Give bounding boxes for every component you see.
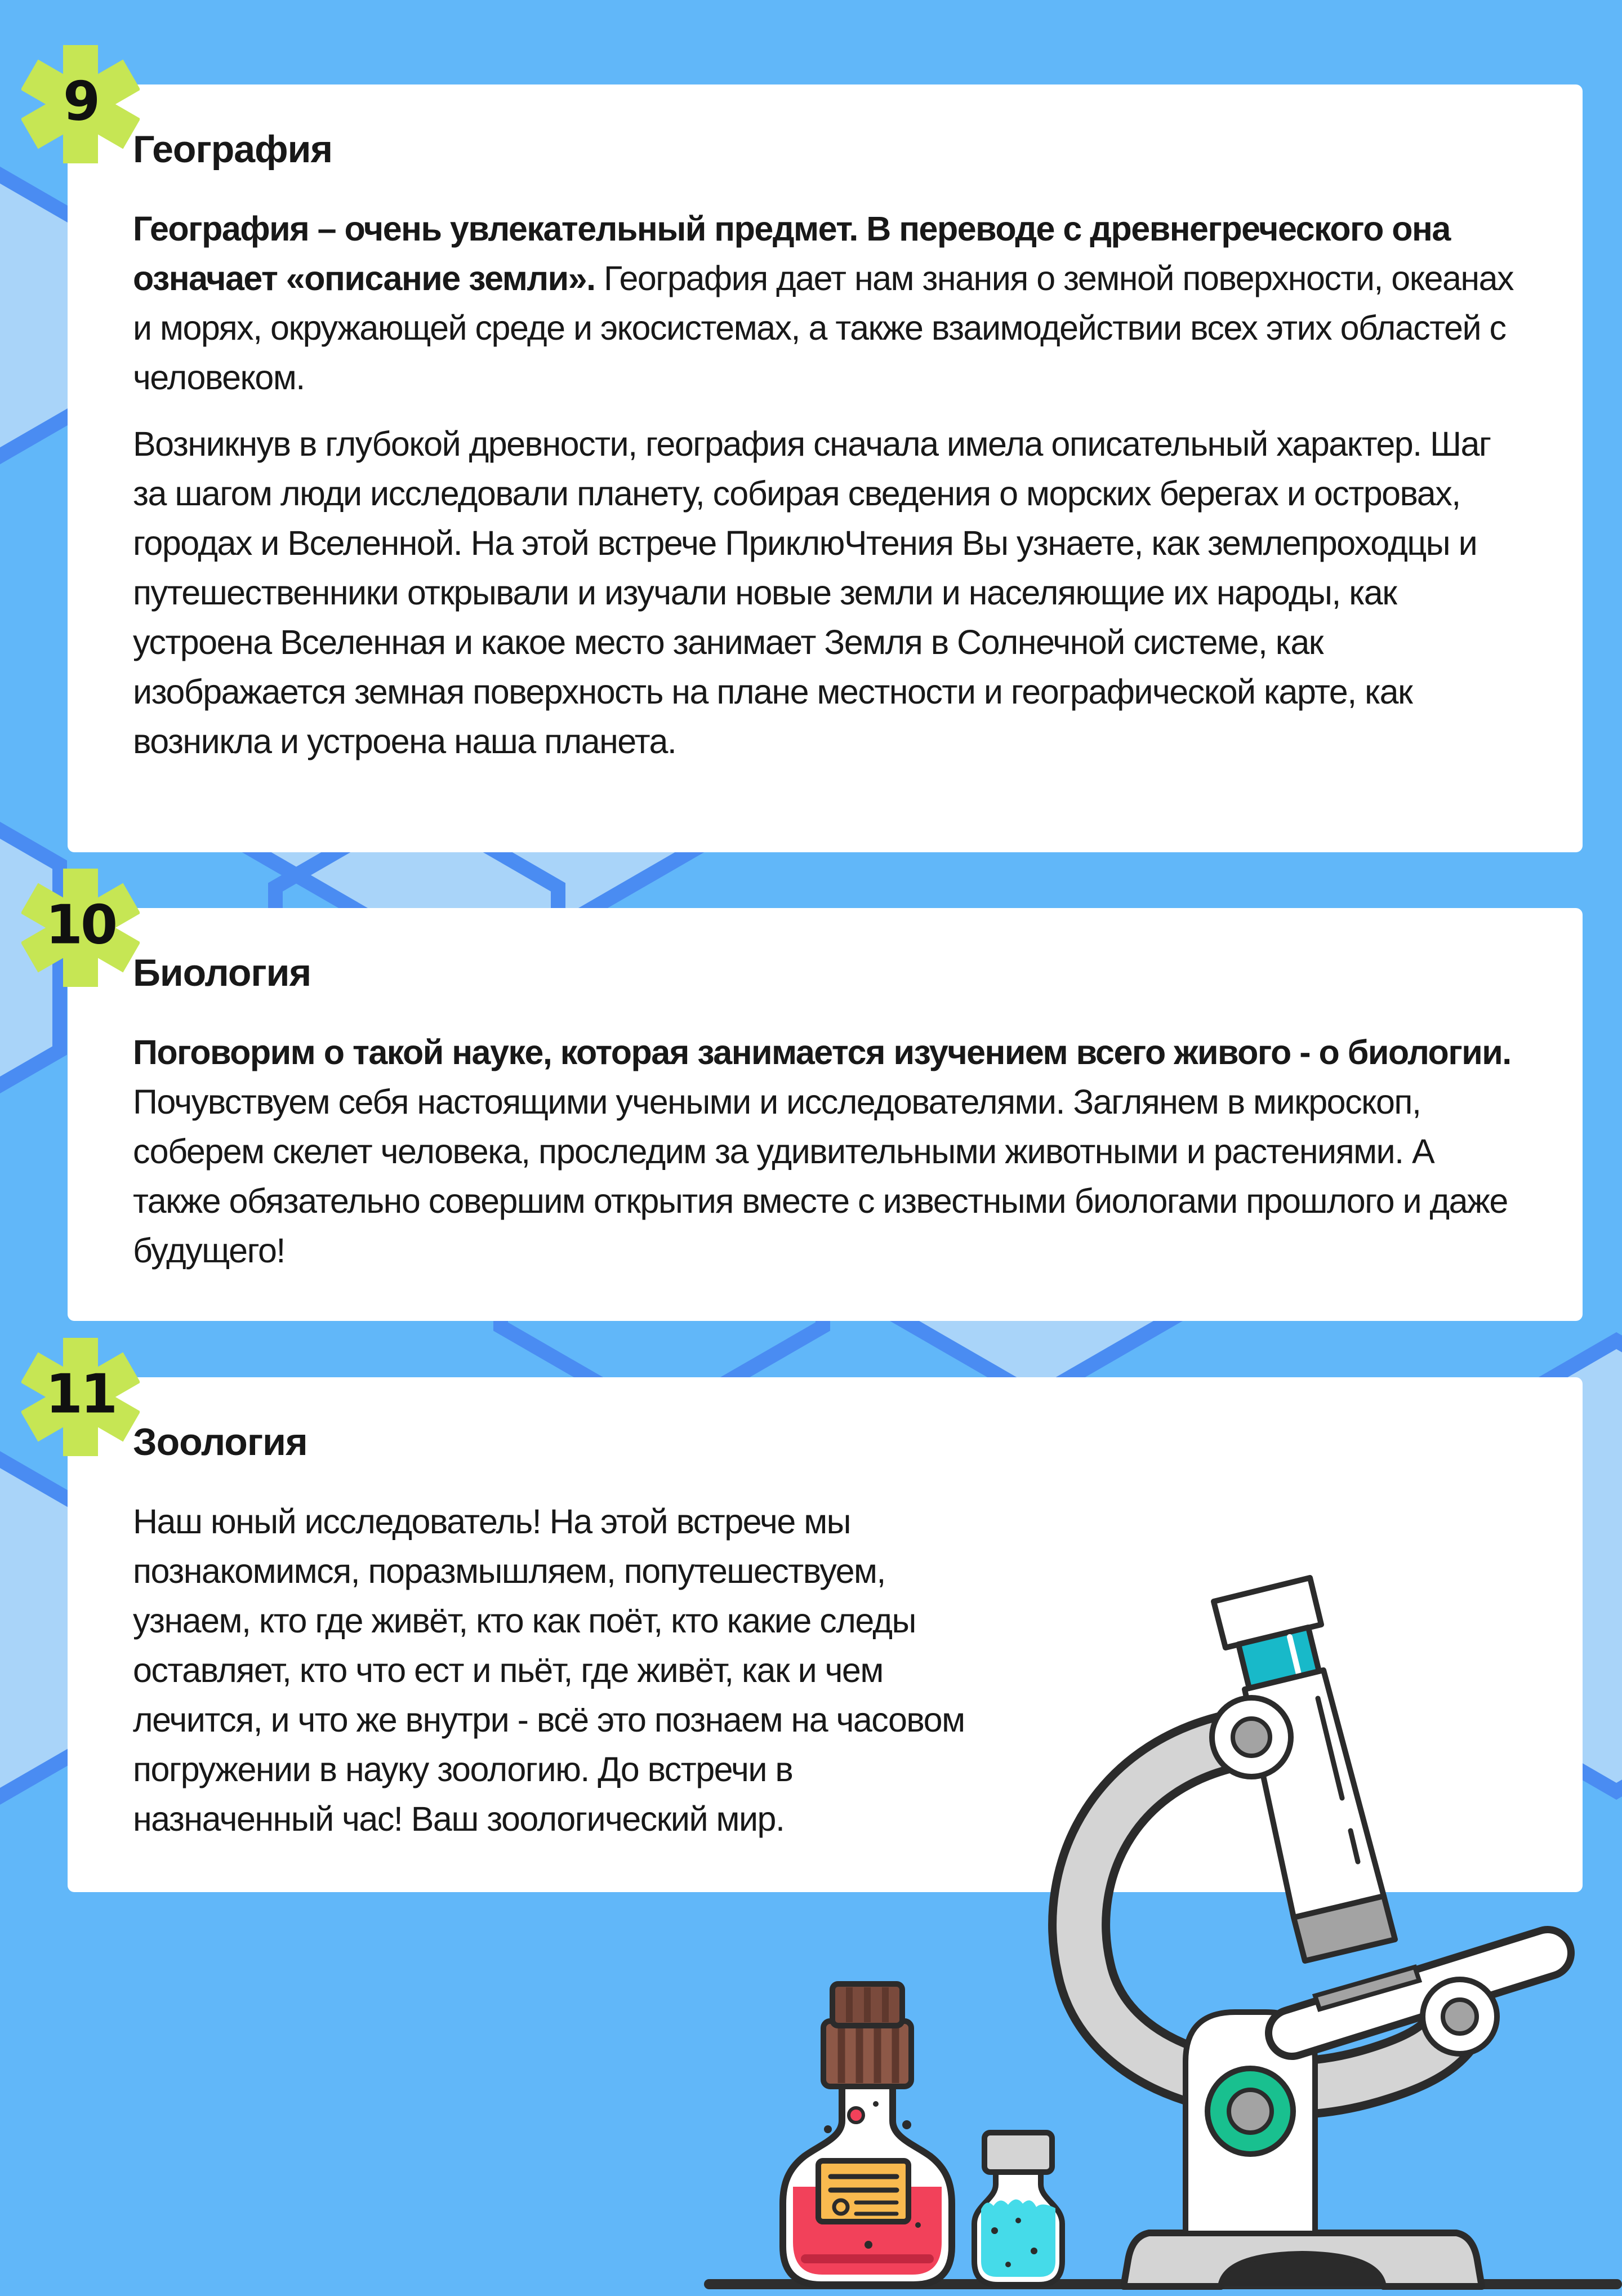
microscope-illustration (1079, 1578, 1548, 2286)
section-number-badge (21, 1338, 140, 1456)
section-number: 9 (63, 70, 99, 133)
section-number-badge (21, 45, 140, 163)
section-text: Поговорим о такой науке, которая занимается изучением всего живого - о биологии. Почувствуем себя настоящими учеными и исследователями. Заглянем в микроскоп, соберем скелет человека, проследим за удивительными животными и растениями. А также обязательно совершим открытия вместе с известными биологами прошлого и даже будущего! (133, 1033, 1511, 1270)
science-illustration (704, 1566, 1622, 2296)
section-number-badge (21, 869, 140, 987)
section-text: Наш юный исследователь! На этой встрече мы познакомимся, поразмышляем, попутешествуем, узнаем, кто где живёт, кто как поёт, кто какие следы оставляет, кто что ест и пьёт, где живёт, как и чем лечится, и что же внутри - всё это познаем на часовом погружении в науку зоологию. До встречи в назначенный час! Ваш зоологический мир. (133, 1502, 965, 1838)
section-text: География – очень увлекательный предмет. В переводе с древнегреческого она означает «описание земли». География дает нам знания о земной поверхности, океанах и морях, окружающей среде и экосистемах, а также взаимодействии всех этих областей с человеком. Возникнув в глубокой древности, география сначала имела описательный характер. Шаг за шагом люди исследовали планету, собирая сведения о морских берегах и островах, городах и Вселенной. На этой встрече ПриклюЧтения Вы узнаете, как землепроходцы и путешественники открывали и изучали новые земли и населяющие их народы, как устроена Вселенная и какое место занимает Земля в Солнечной системе, как изображается земная поверхность на плане местности и географической карте, как возникла и устроена наша планета. (133, 209, 1514, 760)
section-card-geography (63, 70, 1583, 852)
section-title: География (133, 128, 333, 171)
section-title: Зоология (133, 1421, 308, 1463)
section-title: Биология (133, 951, 311, 994)
section-number: 10 (45, 894, 116, 956)
vial-illustration (974, 2133, 1062, 2285)
section-number: 11 (45, 1363, 116, 1426)
reagent-bottle-illustration (783, 1984, 952, 2285)
section-card-biology (45, 894, 1583, 1321)
vial-cap (984, 2133, 1052, 2172)
